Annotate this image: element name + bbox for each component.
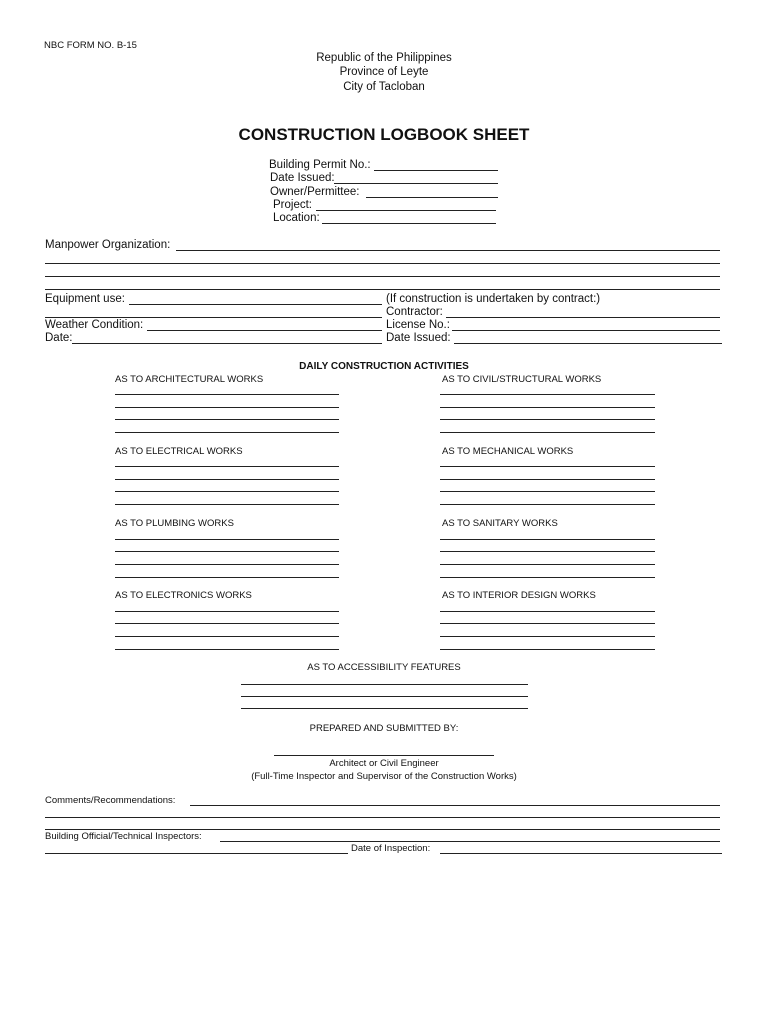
plumbing-line-2[interactable] [115,551,339,552]
manpower-field-line-2[interactable] [45,263,720,264]
sanitary-line-3[interactable] [440,564,655,565]
electrical-line-1[interactable] [115,466,339,467]
architectural-line-3[interactable] [115,419,339,420]
plumbing-line-4[interactable] [115,577,339,578]
electrical-line-2[interactable] [115,479,339,480]
architectural-line-4[interactable] [115,432,339,433]
building-official-field-line-2[interactable] [45,853,348,854]
civil-structural-line-4[interactable] [440,432,655,433]
weather-label: Weather Condition: [45,319,144,331]
building-official-label: Building Official/Technical Inspectors: [45,831,202,842]
activities-heading: DAILY CONSTRUCTION ACTIVITIES [299,361,469,372]
location-field[interactable] [322,223,496,224]
sanitary-line-4[interactable] [440,577,655,578]
equipment-use-field-line-2[interactable] [45,317,382,318]
date-field[interactable] [72,343,382,344]
electronics-line-2[interactable] [115,623,339,624]
interior-design-line-4[interactable] [440,649,655,650]
equipment-use-field[interactable] [129,304,382,305]
interior-design-line-3[interactable] [440,636,655,637]
building-permit-label: Building Permit No.: [269,159,371,171]
contractor-field[interactable] [446,317,720,318]
civil-structural-works-label: AS TO CIVIL/STRUCTURAL WORKS [442,374,602,385]
plumbing-works-label: AS TO PLUMBING WORKS [115,518,234,529]
date-issued-label: Date Issued: [270,172,335,184]
electronics-line-3[interactable] [115,636,339,637]
equipment-use-label: Equipment use: [45,293,125,305]
page-title: CONSTRUCTION LOGBOOK SHEET [238,125,530,144]
mechanical-line-3[interactable] [440,491,655,492]
architectural-works-label: AS TO ARCHITECTURAL WORKS [115,374,264,385]
accessibility-line-2[interactable] [241,696,528,697]
project-field[interactable] [316,210,496,211]
electrical-works-label: AS TO ELECTRICAL WORKS [115,446,243,457]
location-label: Location: [273,212,320,224]
header-city: City of Tacloban [343,81,425,93]
plumbing-line-3[interactable] [115,564,339,565]
form-number: NBC FORM NO. B-15 [44,40,137,51]
electronics-line-4[interactable] [115,649,339,650]
manpower-field-line-3[interactable] [45,276,720,277]
electronics-works-label: AS TO ELECTRONICS WORKS [115,590,252,601]
architectural-line-1[interactable] [115,394,339,395]
building-permit-field[interactable] [374,170,498,171]
signature-role-note: (Full-Time Inspector and Supervisor of the Construction Works) [251,771,517,782]
mechanical-line-4[interactable] [440,504,655,505]
owner-permittee-field[interactable] [366,197,498,198]
electrical-line-3[interactable] [115,491,339,492]
contractor-label: Contractor: [386,306,443,318]
header-republic: Republic of the Philippines [316,52,452,64]
civil-structural-line-2[interactable] [440,407,655,408]
project-label: Project: [273,199,312,211]
electronics-line-1[interactable] [115,611,339,612]
owner-permittee-label: Owner/Permittee: [270,186,360,198]
comments-field-line-2[interactable] [45,817,720,818]
contract-note: (If construction is undertaken by contract:) [386,293,601,305]
accessibility-features-label: AS TO ACCESSIBILITY FEATURES [307,662,461,673]
license-no-field[interactable] [452,330,720,331]
sanitary-line-2[interactable] [440,551,655,552]
civil-structural-line-3[interactable] [440,419,655,420]
date-of-inspection-label: Date of Inspection: [351,843,431,854]
signature-line[interactable] [274,755,494,756]
plumbing-line-1[interactable] [115,539,339,540]
sanitary-line-1[interactable] [440,539,655,540]
mechanical-line-2[interactable] [440,479,655,480]
interior-design-line-2[interactable] [440,623,655,624]
building-official-field[interactable] [220,841,720,842]
accessibility-line-1[interactable] [241,684,528,685]
interior-design-line-1[interactable] [440,611,655,612]
mechanical-works-label: AS TO MECHANICAL WORKS [442,446,574,457]
license-no-label: License No.: [386,319,450,331]
manpower-label: Manpower Organization: [45,239,171,251]
manpower-field-line-1[interactable] [176,250,720,251]
civil-structural-line-1[interactable] [440,394,655,395]
architectural-line-2[interactable] [115,407,339,408]
electrical-line-4[interactable] [115,504,339,505]
prepared-by-label: PREPARED AND SUBMITTED BY: [309,723,459,734]
weather-field[interactable] [147,330,382,331]
date-issued-label-2: Date Issued: [386,332,451,344]
mechanical-line-1[interactable] [440,466,655,467]
comments-field-line-3[interactable] [45,829,720,830]
comments-field-line-1[interactable] [190,805,720,806]
interior-design-works-label: AS TO INTERIOR DESIGN WORKS [442,590,596,601]
signature-role: Architect or Civil Engineer [329,758,439,769]
sanitary-works-label: AS TO SANITARY WORKS [442,518,558,529]
header-province: Province of Leyte [339,66,429,78]
date-issued-field-2[interactable] [454,343,722,344]
manpower-field-line-4[interactable] [45,289,720,290]
accessibility-line-3[interactable] [241,708,528,709]
date-of-inspection-field[interactable] [440,853,722,854]
date-label: Date: [45,332,73,344]
comments-label: Comments/Recommendations: [45,795,176,806]
date-issued-field[interactable] [334,183,498,184]
